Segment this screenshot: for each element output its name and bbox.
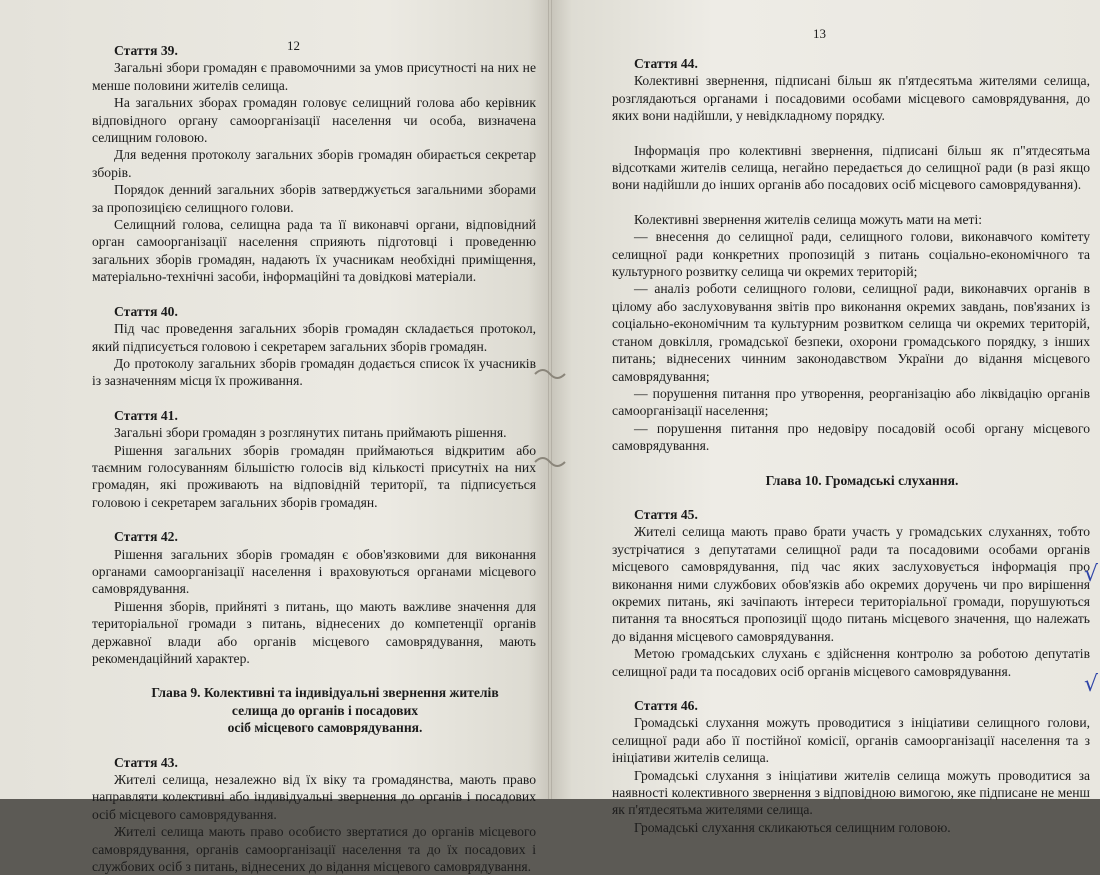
handwritten-checkmark: √ (1084, 672, 1099, 697)
paragraph: — внесення до селищної ради, селищного голови, виконавчого комітету селищної ради конкретних пропозицій з питань соціально-економічного та культурного розвитку селища чи окремих територій; (612, 229, 1090, 280)
spacer (612, 125, 1090, 142)
article-heading: Стаття 43. (114, 754, 178, 770)
binding-thread (533, 364, 567, 384)
right-page-content (612, 0, 1090, 836)
chapter-heading (612, 472, 1090, 489)
chapter-heading (92, 684, 536, 736)
paragraph: Колективні звернення жителів селища можуть мати на меті: (634, 211, 983, 227)
handwritten-checkmark: √ (1084, 562, 1099, 587)
article-heading: Стаття 41. (114, 407, 178, 423)
article-heading: Стаття 45. (634, 506, 698, 522)
paragraph: Жителі селища мають право брати участь у громадських слуханнях, тобто зустрічатися з депутатами селищної ради та посадовими особами органів місцевого самоврядування, під час яких заслуховується інформація про виконання ними службових обов'язків або окремих доручень чи про вирішення окремих питань, які зачіпають інтереси територіальної громади, порушуються питання та вносяться пропозиції щодо питань місцевого значення, що належать до відання місцевого самоврядування. (612, 524, 1090, 644)
spacer (92, 511, 536, 528)
chapter-heading-line: селища до органів і посадових (231, 702, 419, 718)
paragraph: Для ведення протоколу загальних зборів громадян обирається секретар зборів. (92, 147, 536, 180)
article-heading: Стаття 42. (114, 529, 178, 545)
paragraph: Рішення загальних зборів громадян приймаються відкритим або таємним голосуванням більшістю голосів від кількості присутніх на них громадян, які проживають на відповідній території, та підписується головою і секретарем загальних зборів громадян. (92, 442, 536, 510)
article-heading: Стаття 44. (634, 56, 698, 71)
article-heading: Стаття 39. (114, 43, 178, 58)
chapter-heading-line: Глава 10. Громадські слухання. (765, 472, 959, 488)
spacer (612, 194, 1090, 211)
paragraph: Селищний голова, селищна рада та її виконавчі органи, відповідний орган самоорганізації населення сприяють підготовці і проведенню загальних зборів громадян, надають їх учасникам необхідні приміщення, матеріально-технічні засоби, інформаційні та довідкові матеріали. (92, 217, 536, 285)
chapter-heading-line: Глава 9. Колективні та індивідуальні звернення жителів (151, 685, 499, 701)
paragraph: Метою громадських слухань є здійснення контролю за роботою депутатів селищної ради та посадових осіб органів місцевого самоврядування. (612, 646, 1090, 679)
spacer (612, 489, 1090, 506)
paragraph: Загальні збори громадян є правомочними за умов присутності на них не менше половини жителів селища. (92, 60, 536, 93)
spacer (92, 667, 536, 684)
spacer (92, 286, 536, 303)
binding-thread (533, 452, 567, 472)
paragraph: Громадські слухання можуть проводитися з ініціативи селищного голови, селищної ради або її постійної комісії, органів самоорганізації населення та з ініціативи жителів селища. (612, 715, 1090, 766)
paragraph: Колективні звернення, підписані більш як п'ятдесятьма жителями селища, розглядаються органами і посадовими особами місцевого самоврядування, до яких вони надійшли, у невідкладному порядку. (612, 73, 1090, 124)
paragraph: Громадські слухання скликаються селищним головою. (634, 819, 951, 835)
spacer (92, 390, 536, 407)
paragraph: На загальних зборах громадян головує селищний голова або керівник відповідного органу самоорганізації населення чи особа, визначена селищним головою. (92, 95, 536, 146)
paragraph: Порядок денний загальних зборів затверджується загальними зборами за пропозицією селищного голови. (92, 182, 536, 215)
article-heading: Стаття 40. (114, 303, 178, 319)
paragraph: Інформація про колективні звернення, підписані більш як п"ятдесятьма відсотками жителів селища, негайно передається до селищної ради (в разі якщо вони надійшли до інших органів або посадових осіб місцевого самоврядування). (612, 142, 1090, 193)
paragraph: До протоколу загальних зборів громадян додається список їх учасників із зазначенням місця їх проживання. (92, 355, 536, 389)
paragraph: Рішення зборів, прийняті з питань, що мають важливе значення для територіальної громади з питань, віднесених до компетенції органів державної влади або органів місцевого самоврядування, мають рекомендаційний характер. (92, 598, 536, 666)
article-heading: Стаття 46. (634, 698, 698, 713)
spacer (612, 680, 1090, 697)
paragraph: Жителі селища, незалежно від їх віку та громадянства, мають право направляти колективні або індивідуальні звернення до органів і посадових осіб місцевого самоврядування. (92, 772, 536, 822)
page-number-right: 13 (813, 26, 826, 41)
paragraph: Жителі селища мають право особисто звертатися до органів місцевого самоврядування, органів самоорганізації населення та до їх посадових і службових осіб з питань, віднесених до відання місцевого самоврядування. (92, 824, 536, 875)
paragraph: — аналіз роботи селищного голови, селищної ради, виконавчих органів в цілому або заслуховування звітів про виконання окремих завдань, пов'язаних із соціально-економічним та культурним розвитком селища чи окремих територій, станом довкілля, громадської безпеки, охорони громадського порядку, з інших питань; віднесених чинним законодавством України до відання місцевого самоврядування; (612, 281, 1090, 384)
left-page-content (92, 42, 536, 875)
paragraph: — порушення питання про недовіру посадовій особі органу місцевого самоврядування. (612, 420, 1090, 454)
page-number-left: 12 (287, 38, 300, 53)
book-spine (548, 0, 552, 799)
spacer (92, 737, 536, 754)
paragraph: Рішення загальних зборів громадян є обов'язковими для виконання органами самоорганізації населення і враховуються органами місцевого самоврядування. (92, 546, 536, 597)
chapter-heading-line: осіб місцевого самоврядування. (227, 720, 423, 736)
paragraph: Загальні збори громадян з розглянутих питань приймають рішення. (114, 425, 507, 441)
paragraph: Громадські слухання з ініціативи жителів селища можуть проводитися за наявності колективного звернення з відповідною вимогою, яке підписане не менш як п'ятдесятьма жителями селища. (612, 767, 1090, 818)
paragraph: Під час проведення загальних зборів громадян складається протокол, який підписується головою і секретарем загальних зборів громадян. (92, 321, 536, 354)
spacer (612, 455, 1090, 472)
right-page (550, 0, 1100, 835)
paragraph: — порушення питання про утворення, реорганізацію або ліквідацію органів самоорганізації населення; (612, 385, 1090, 419)
